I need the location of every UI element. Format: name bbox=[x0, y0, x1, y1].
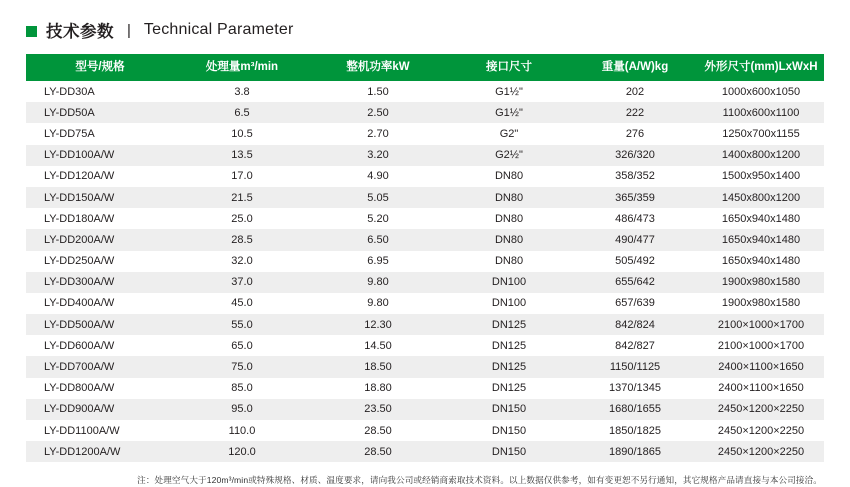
table-row bbox=[26, 441, 824, 462]
cell-weight: 842/827 bbox=[572, 335, 698, 356]
cell-dimensions: 2400×1100×1650 bbox=[698, 356, 824, 377]
cell-weight: 1680/1655 bbox=[572, 399, 698, 420]
cell-port-size: G1½" bbox=[446, 81, 572, 102]
technical-parameter-table bbox=[26, 54, 824, 462]
cell-weight: 505/492 bbox=[572, 251, 698, 272]
cell-model: LY-DD180A/W bbox=[26, 208, 174, 229]
cell-model: LY-DD200A/W bbox=[26, 229, 174, 250]
cell-capacity: 75.0 bbox=[174, 356, 310, 377]
cell-power: 3.20 bbox=[310, 145, 446, 166]
column-header-port-size: 接口尺寸 bbox=[446, 54, 572, 81]
cell-port-size: DN80 bbox=[446, 187, 572, 208]
cell-power: 5.20 bbox=[310, 208, 446, 229]
cell-weight: 655/642 bbox=[572, 272, 698, 293]
table-header bbox=[26, 54, 824, 81]
cell-weight: 486/473 bbox=[572, 208, 698, 229]
cell-weight: 1370/1345 bbox=[572, 378, 698, 399]
table-row bbox=[26, 420, 824, 441]
table-row bbox=[26, 314, 824, 335]
cell-power: 28.50 bbox=[310, 420, 446, 441]
cell-power: 2.50 bbox=[310, 102, 446, 123]
cell-model: LY-DD75A bbox=[26, 123, 174, 144]
cell-capacity: 21.5 bbox=[174, 187, 310, 208]
cell-dimensions: 1500x950x1400 bbox=[698, 166, 824, 187]
cell-port-size: DN125 bbox=[446, 356, 572, 377]
footnote: 注：处理空气大于120m³/min或特殊规格、材质、温度要求，请向我公司或经销商索取技术资料。以上数据仅供参考，如有变更恕不另行通知，其它规格产品请直接与本公司接洽。 bbox=[137, 475, 822, 486]
page-title bbox=[26, 0, 824, 54]
cell-dimensions: 1450x800x1200 bbox=[698, 187, 824, 208]
cell-power: 14.50 bbox=[310, 335, 446, 356]
cell-dimensions: 1000x600x1050 bbox=[698, 81, 824, 102]
cell-power: 18.80 bbox=[310, 378, 446, 399]
cell-capacity: 55.0 bbox=[174, 314, 310, 335]
table-row bbox=[26, 102, 824, 123]
cell-dimensions: 2400×1100×1650 bbox=[698, 378, 824, 399]
cell-model: LY-DD100A/W bbox=[26, 145, 174, 166]
cell-model: LY-DD120A/W bbox=[26, 166, 174, 187]
cell-weight: 490/477 bbox=[572, 229, 698, 250]
cell-dimensions: 2100×1000×1700 bbox=[698, 335, 824, 356]
column-header-weight: 重量(A/W)kg bbox=[572, 54, 698, 81]
cell-weight: 657/639 bbox=[572, 293, 698, 314]
cell-dimensions: 2100×1000×1700 bbox=[698, 314, 824, 335]
cell-model: LY-DD600A/W bbox=[26, 335, 174, 356]
square-bullet-icon bbox=[26, 26, 37, 37]
cell-dimensions: 1650x940x1480 bbox=[698, 208, 824, 229]
cell-power: 18.50 bbox=[310, 356, 446, 377]
cell-capacity: 28.5 bbox=[174, 229, 310, 250]
table-row bbox=[26, 293, 824, 314]
table-row bbox=[26, 123, 824, 144]
cell-weight: 222 bbox=[572, 102, 698, 123]
table-row bbox=[26, 251, 824, 272]
cell-capacity: 13.5 bbox=[174, 145, 310, 166]
column-header-capacity: 处理量m³/min bbox=[174, 54, 310, 81]
table-row bbox=[26, 229, 824, 250]
cell-power: 6.95 bbox=[310, 251, 446, 272]
cell-power: 4.90 bbox=[310, 166, 446, 187]
cell-weight: 365/359 bbox=[572, 187, 698, 208]
cell-dimensions: 2450×1200×2250 bbox=[698, 441, 824, 462]
cell-model: LY-DD900A/W bbox=[26, 399, 174, 420]
cell-power: 9.80 bbox=[310, 272, 446, 293]
page-title-en: Technical Parameter bbox=[143, 21, 294, 38]
column-header-dimensions: 外形尺寸(mm)LxWxH bbox=[698, 54, 824, 81]
cell-weight: 1890/1865 bbox=[572, 441, 698, 462]
table-header-row bbox=[26, 54, 824, 81]
cell-power: 28.50 bbox=[310, 441, 446, 462]
cell-port-size: DN100 bbox=[446, 293, 572, 314]
cell-dimensions: 1250x700x1155 bbox=[698, 123, 824, 144]
cell-port-size: DN150 bbox=[446, 420, 572, 441]
cell-port-size: DN150 bbox=[446, 399, 572, 420]
cell-dimensions: 1650x940x1480 bbox=[698, 251, 824, 272]
cell-power: 1.50 bbox=[310, 81, 446, 102]
cell-power: 23.50 bbox=[310, 399, 446, 420]
cell-model: LY-DD300A/W bbox=[26, 272, 174, 293]
cell-capacity: 3.8 bbox=[174, 81, 310, 102]
cell-power: 6.50 bbox=[310, 229, 446, 250]
cell-power: 12.30 bbox=[310, 314, 446, 335]
cell-port-size: G2" bbox=[446, 123, 572, 144]
cell-capacity: 45.0 bbox=[174, 293, 310, 314]
cell-capacity: 17.0 bbox=[174, 166, 310, 187]
cell-port-size: DN125 bbox=[446, 335, 572, 356]
table-row bbox=[26, 187, 824, 208]
table-row bbox=[26, 356, 824, 377]
cell-capacity: 6.5 bbox=[174, 102, 310, 123]
cell-port-size: G2½" bbox=[446, 145, 572, 166]
cell-dimensions: 2450×1200×2250 bbox=[698, 420, 824, 441]
cell-model: LY-DD1100A/W bbox=[26, 420, 174, 441]
cell-dimensions: 1400x800x1200 bbox=[698, 145, 824, 166]
cell-model: LY-DD800A/W bbox=[26, 378, 174, 399]
cell-weight: 202 bbox=[572, 81, 698, 102]
cell-model: LY-DD500A/W bbox=[26, 314, 174, 335]
cell-model: LY-DD50A bbox=[26, 102, 174, 123]
cell-capacity: 10.5 bbox=[174, 123, 310, 144]
cell-model: LY-DD30A bbox=[26, 81, 174, 102]
cell-port-size: DN150 bbox=[446, 441, 572, 462]
cell-capacity: 95.0 bbox=[174, 399, 310, 420]
cell-dimensions: 1900x980x1580 bbox=[698, 293, 824, 314]
cell-dimensions: 2450×1200×2250 bbox=[698, 399, 824, 420]
cell-model: LY-DD700A/W bbox=[26, 356, 174, 377]
cell-power: 9.80 bbox=[310, 293, 446, 314]
cell-power: 5.05 bbox=[310, 187, 446, 208]
table-row bbox=[26, 81, 824, 102]
cell-capacity: 32.0 bbox=[174, 251, 310, 272]
column-header-model: 型号/规格 bbox=[26, 54, 174, 81]
cell-dimensions: 1650x940x1480 bbox=[698, 229, 824, 250]
cell-dimensions: 1100x600x1100 bbox=[698, 102, 824, 123]
cell-capacity: 120.0 bbox=[174, 441, 310, 462]
cell-port-size: DN80 bbox=[446, 208, 572, 229]
cell-model: LY-DD250A/W bbox=[26, 251, 174, 272]
cell-weight: 1850/1825 bbox=[572, 420, 698, 441]
cell-port-size: DN80 bbox=[446, 229, 572, 250]
table-row bbox=[26, 166, 824, 187]
cell-port-size: DN125 bbox=[446, 314, 572, 335]
cell-model: LY-DD400A/W bbox=[26, 293, 174, 314]
cell-port-size: DN80 bbox=[446, 166, 572, 187]
cell-capacity: 37.0 bbox=[174, 272, 310, 293]
cell-port-size: DN100 bbox=[446, 272, 572, 293]
table-row bbox=[26, 399, 824, 420]
cell-port-size: DN80 bbox=[446, 251, 572, 272]
cell-model: LY-DD150A/W bbox=[26, 187, 174, 208]
cell-capacity: 25.0 bbox=[174, 208, 310, 229]
cell-port-size: DN125 bbox=[446, 378, 572, 399]
table-row bbox=[26, 208, 824, 229]
table-row bbox=[26, 145, 824, 166]
cell-weight: 326/320 bbox=[572, 145, 698, 166]
page-title-cn: 技术参数 bbox=[46, 23, 114, 41]
column-header-power: 整机功率kW bbox=[310, 54, 446, 81]
cell-power: 2.70 bbox=[310, 123, 446, 144]
table-row bbox=[26, 378, 824, 399]
cell-port-size: G1½" bbox=[446, 102, 572, 123]
table-row bbox=[26, 272, 824, 293]
title-separator: | bbox=[127, 21, 131, 39]
table-body bbox=[26, 81, 824, 462]
cell-capacity: 110.0 bbox=[174, 420, 310, 441]
cell-capacity: 65.0 bbox=[174, 335, 310, 356]
cell-capacity: 85.0 bbox=[174, 378, 310, 399]
cell-weight: 276 bbox=[572, 123, 698, 144]
cell-weight: 1150/1125 bbox=[572, 356, 698, 377]
table-row bbox=[26, 335, 824, 356]
cell-model: LY-DD1200A/W bbox=[26, 441, 174, 462]
cell-weight: 842/824 bbox=[572, 314, 698, 335]
cell-dimensions: 1900x980x1580 bbox=[698, 272, 824, 293]
cell-weight: 358/352 bbox=[572, 166, 698, 187]
